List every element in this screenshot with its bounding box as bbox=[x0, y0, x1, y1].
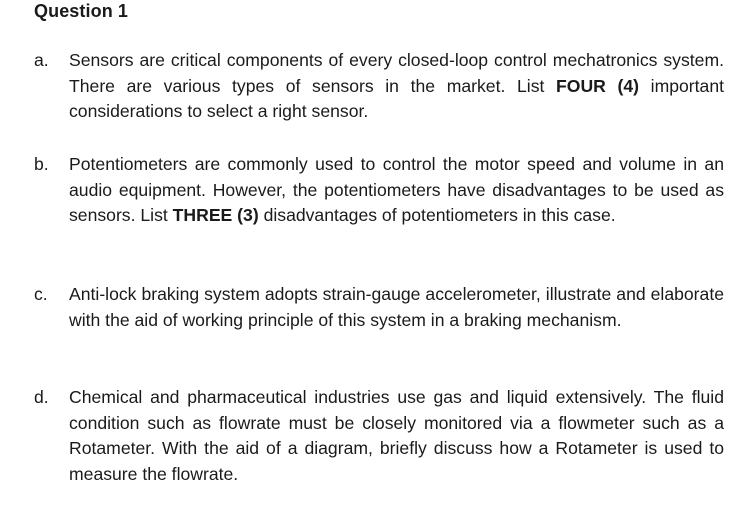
question-letter: a. bbox=[34, 50, 49, 70]
question-text-part: Sensors are critical components of every closed-loop control mechatronics system. There are various types of sensors in the market. List bbox=[69, 50, 724, 96]
question-text-part: Potentiometers are commonly used to control the motor speed and volume in an audio equipment. However, the potentiometers have disadvantages to be used as sensors. List bbox=[69, 154, 724, 226]
question-letter: b. bbox=[34, 154, 49, 174]
question-text: Chemical and pharmaceutical industries use gas and liquid extensively. The fluid condition such as flowrate must be closely monitored via a flowmeter such as a Rotameter. With the aid of a diagram, briefly discuss how a Rotameter is used to measure the flowrate. bbox=[69, 387, 724, 484]
question-emphasis: FOUR (4) bbox=[556, 75, 640, 96]
question-letter: d. bbox=[34, 387, 49, 407]
question-emphasis: THREE (3) bbox=[172, 205, 259, 226]
question-title: Question 1 bbox=[34, 1, 129, 21]
question-item-c bbox=[34, 282, 724, 333]
question-item-a bbox=[34, 48, 724, 125]
question-text: Anti-lock braking system adopts strain-gauge accelerometer, illustrate and elaborate with the aid of working principle of this system in a braking mechanism. bbox=[69, 284, 724, 330]
question-item-d bbox=[34, 385, 724, 487]
question-text bbox=[69, 48, 724, 125]
question-text-part: disadvantages of potentiometers in this case. bbox=[258, 205, 616, 226]
question-item-b bbox=[34, 152, 724, 229]
question-text bbox=[69, 152, 724, 229]
question-letter: c. bbox=[34, 284, 48, 304]
question-text-part: important considerations to select a right sensor. bbox=[69, 75, 724, 122]
